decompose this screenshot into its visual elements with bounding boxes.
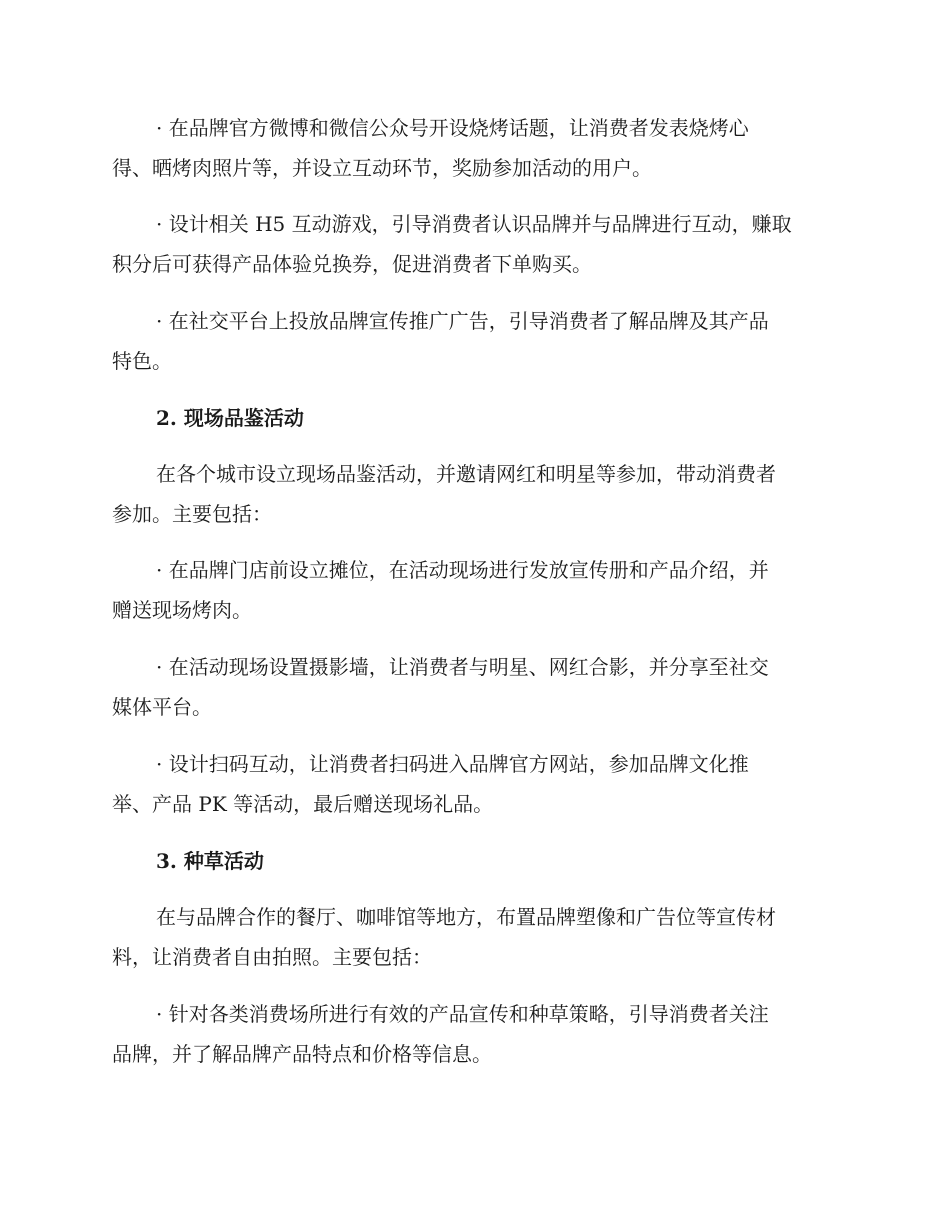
section-heading: [112, 398, 836, 438]
text-line: 料，让消费者自由拍照。主要包括：: [112, 945, 432, 969]
bullet-paragraph: [112, 301, 836, 381]
heading-text: 2. 现场品鉴活动: [156, 406, 304, 430]
bullet-paragraph: [112, 108, 836, 188]
text-line: 在与品牌合作的餐厅、咖啡馆等地方，布置品牌塑像和广告位等宣传材: [156, 905, 776, 929]
text-line: 举、产品 PK 等活动，最后赠送现场礼品。: [112, 792, 494, 816]
text-line: · 针对各类消费场所进行有效的产品宣传和种草策略，引导消费者关注: [156, 1002, 769, 1026]
bullet-paragraph: [112, 647, 836, 727]
text-line: 在各个城市设立现场品鉴活动，并邀请网红和明星等参加，带动消费者: [156, 462, 776, 486]
bullet-paragraph: [112, 550, 836, 630]
text-line: · 设计相关 H5 互动游戏，引导消费者认识品牌并与品牌进行互动，赚取: [156, 212, 792, 236]
text-line: · 在品牌门店前设立摊位，在活动现场进行发放宣传册和产品介绍，并: [156, 558, 769, 582]
text-line: 媒体平台。: [112, 695, 212, 719]
text-line: 参加。主要包括：: [112, 502, 272, 526]
bullet-paragraph: [112, 204, 836, 284]
text-line: · 在品牌官方微博和微信公众号开设烧烤话题，让消费者发表烧烤心: [156, 116, 749, 140]
body-paragraph: [112, 454, 836, 534]
text-line: · 在活动现场设置摄影墙，让消费者与明星、网红合影，并分享至社交: [156, 655, 769, 679]
text-line: 特色。: [112, 349, 172, 373]
text-line: · 设计扫码互动，让消费者扫码进入品牌官方网站，参加品牌文化推: [156, 752, 749, 776]
text-line: 赠送现场烤肉。: [112, 598, 252, 622]
body-paragraph: [112, 897, 836, 977]
text-line: 积分后可获得产品体验兑换券，促进消费者下单购买。: [112, 252, 592, 276]
heading-text: 3. 种草活动: [156, 849, 264, 873]
text-line: 得、晒烤肉照片等，并设立互动环节，奖励参加活动的用户。: [112, 156, 652, 180]
bullet-paragraph: [112, 744, 836, 824]
text-line: · 在社交平台上投放品牌宣传推广广告，引导消费者了解品牌及其产品: [156, 309, 769, 333]
bullet-paragraph: [112, 994, 836, 1074]
text-line: 品牌，并了解品牌产品特点和价格等信息。: [112, 1042, 492, 1066]
section-heading: [112, 841, 836, 881]
